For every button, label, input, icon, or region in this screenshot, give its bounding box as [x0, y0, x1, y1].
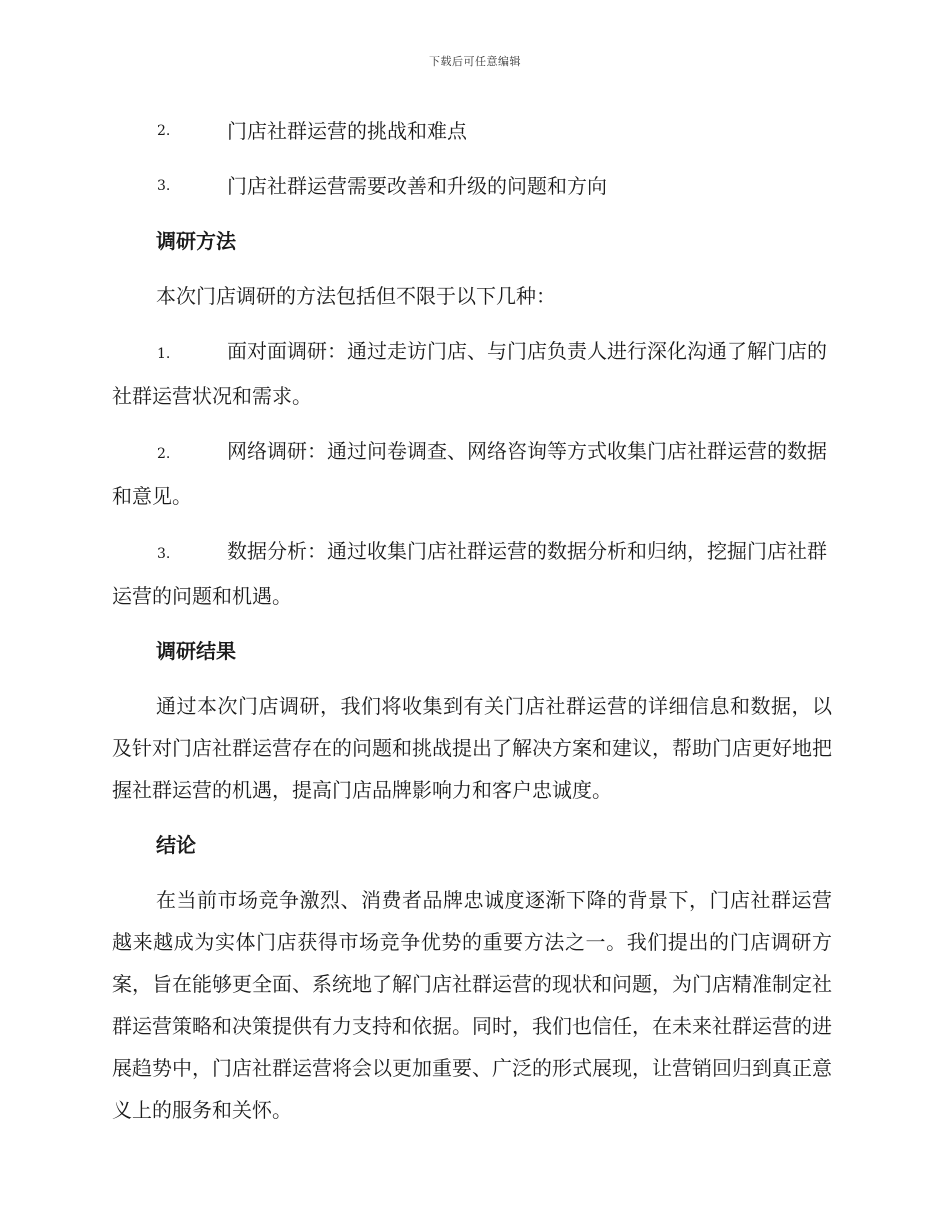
section-heading-conclusion: 结论	[156, 833, 196, 857]
list-item	[112, 430, 832, 517]
list-item	[112, 530, 832, 617]
list-text: 数据分析：通过收集门店社群运营的数据分析和归纳，挖掘门店社群运营的问题和机遇。	[112, 539, 827, 608]
page-header: 下载后可任意编辑	[429, 55, 521, 68]
list-text: 门店社群运营的挑战和难点	[227, 119, 467, 143]
list-number: 1.	[157, 346, 171, 362]
list-number: 2.	[157, 446, 171, 462]
list-item	[112, 110, 832, 152]
list-item	[112, 165, 832, 207]
list-text: 门店社群运营需要改善和升级的问题和方向	[227, 174, 607, 198]
list-text: 面对面调研：通过走访门店、与门店负责人进行深化沟通了解门店的社群运营状况和需求。	[112, 339, 827, 408]
methods-intro: 本次门店调研的方法包括但不限于以下几种：	[156, 284, 556, 308]
list-number: 3.	[157, 546, 171, 562]
section-heading-methods: 调研方法	[156, 229, 236, 253]
results-paragraph: 通过本次门店调研，我们将收集到有关门店社群运营的详细信息和数据，以及针对门店社群运营存在的问题和挑战提出了解决方案和建议，帮助门店更好地把握社群运营的机遇，提高门店品牌影响力和客户忠诚度。	[112, 694, 832, 802]
conclusion-paragraph: 在当前市场竞争激烈、消费者品牌忠诚度逐渐下降的背景下，门店社群运营越来越成为实体门店获得市场竞争优势的重要方法之一。我们提出的门店调研方案，旨在能够更全面、系统地了解门店社群运营的现状和问题，为门店精准制定社群运营策略和决策提供有力支持和依据。同时，我们也信任，在未来社群运营的进展趋势中，门店社群运营将会以更加重要、广泛的形式展现，让营销回归到真正意义上的服务和关怀。	[112, 888, 832, 1122]
document-body	[112, 110, 832, 1144]
list-number: 2.	[157, 123, 171, 139]
list-text: 网络调研：通过问卷调查、网络咨询等方式收集门店社群运营的数据和意见。	[112, 439, 827, 508]
section-heading-results: 调研结果	[156, 639, 236, 663]
list-item	[112, 330, 832, 417]
list-number: 3.	[157, 178, 171, 194]
